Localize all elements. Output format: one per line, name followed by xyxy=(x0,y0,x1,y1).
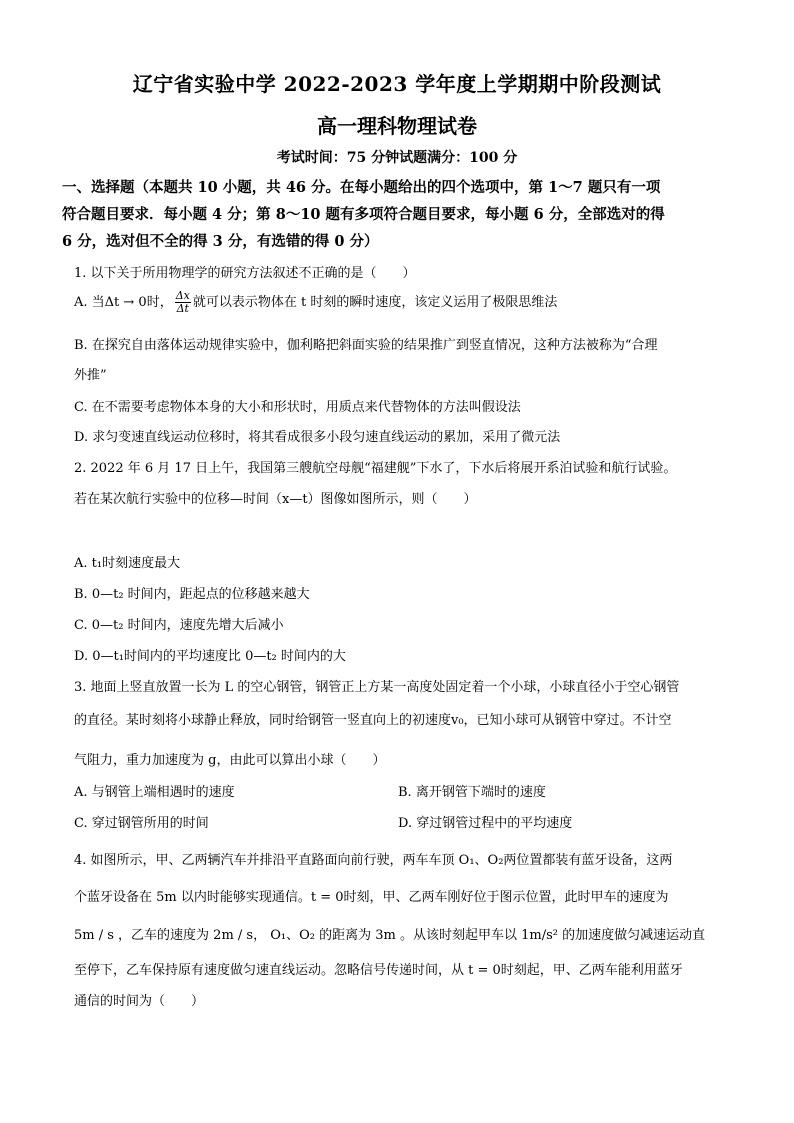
q2-stem-line-1: 2. 2022 年 6 月 17 日上午，我国第三艘航空母舰“福建舰”下水了，下水后将展开系泊试验和航行试验。 xyxy=(74,461,677,476)
exam-subtitle: 高一理科物理试卷 xyxy=(317,114,477,138)
q4-stem-line-3: 5m / s ，乙车的速度为 2m / s， O₁、O₂ 的距离为 3m 。从该时刻起甲车以 1m/s² 的加速度做匀减速运动直 xyxy=(74,928,706,943)
q3-option-a: A. 与钢管上端相遇时的速度 xyxy=(74,785,235,800)
q1-stem: 1. 以下关于所用物理学的研究方法叙述不正确的是（ ） xyxy=(74,266,416,281)
q1-option-a xyxy=(74,290,734,315)
q4-stem-line-1: 4. 如图所示，甲、乙两辆汽车并排沿平直路面向前行驶，两车车顶 O₁、O₂两位置都装有蓝牙设备，这两 xyxy=(74,853,673,868)
q3-option-b: B. 离开钢管下端时的速度 xyxy=(398,785,546,800)
q4-stem-line-4: 至停下，乙车保持原有速度做匀速直线运动。忽略信号传递时间，从 t = 0时刻起，甲、乙两车能利用蓝牙 xyxy=(74,963,683,978)
q2-stem-line-2: 若在某次航行实验中的位移—时间（x—t）图像如图所示，则（ ） xyxy=(74,492,477,507)
q3-stem-line-2: 的直径。某时刻将小球静止释放，同时给钢管一竖直向上的初速度v₀，已知小球可从钢管中穿过。不计空 xyxy=(74,713,672,728)
q1-fraction-numerator: Δx xyxy=(175,289,190,302)
q1-option-a-prefix: A. 当Δt → 0时， xyxy=(74,295,173,310)
q1-fraction-denominator: Δt xyxy=(176,302,189,315)
section-instructions-line-2: 符合题目要求．每小题 4 分；第 8～10 题有多项符合题目要求，每小题 6 分，全部选对的得 xyxy=(62,206,665,223)
exam-title: 辽宁省实验中学 2022-2023 学年度上学期期中阶段测试 xyxy=(132,72,662,96)
exam-info: 考试时间：75 分钟试题满分：100 分 xyxy=(276,150,518,166)
q3-option-c: C. 穿过钢管所用的时间 xyxy=(74,816,209,831)
q2-option-d: D. 0—t₁时间内的平均速度比 0—t₂ 时间内的大 xyxy=(74,649,346,664)
section-instructions-line-1: 一、选择题（本题共 10 小题，共 46 分。在每小题给出的四个选项中，第 1～7 题只有一项 xyxy=(62,179,661,196)
q1-option-b-line-2: 外推” xyxy=(74,368,107,383)
q2-option-a: A. t₁时刻速度最大 xyxy=(74,556,181,571)
q1-option-b-line-1: B. 在探究自由落体运动规律实验中，伽利略把斜面实验的结果推广到竖直情况，这种方法被称为“合理 xyxy=(74,338,658,353)
q2-option-b: B. 0—t₂ 时间内，距起点的位移越来越大 xyxy=(74,587,310,602)
q1-option-d: D. 求匀变速直线运动位移时，将其看成很多小段匀速直线运动的累加，采用了微元法 xyxy=(74,430,561,445)
q4-stem-line-2: 个蓝牙设备在 5m 以内时能够实现通信。t = 0时刻，甲、乙两车刚好位于图示位置，此时甲车的速度为 xyxy=(74,890,669,905)
section-instructions-line-3: 6 分，选对但不全的得 3 分，有选错的得 0 分） xyxy=(62,233,379,250)
q3-option-d: D. 穿过钢管过程中的平均速度 xyxy=(398,816,573,831)
q3-stem-line-3: 气阻力，重力加速度为 g，由此可以算出小球（ ） xyxy=(74,753,386,768)
q1-option-a-suffix: 就可以表示物体在 t 时刻的瞬时速度，该定义运用了极限思维法 xyxy=(192,295,558,310)
q2-option-c: C. 0—t₂ 时间内，速度先增大后减小 xyxy=(74,618,284,633)
q3-stem-line-1: 3. 地面上竖直放置一长为 L 的空心钢管，钢管正上方某一高度处固定着一个小球，小球直径小于空心钢管 xyxy=(74,680,680,695)
q1-fraction xyxy=(175,290,191,315)
q4-stem-line-5: 通信的时间为（ ） xyxy=(74,994,205,1009)
q1-option-c: C. 在不需要考虑物体本身的大小和形状时，用质点来代替物体的方法叫假设法 xyxy=(74,400,521,415)
